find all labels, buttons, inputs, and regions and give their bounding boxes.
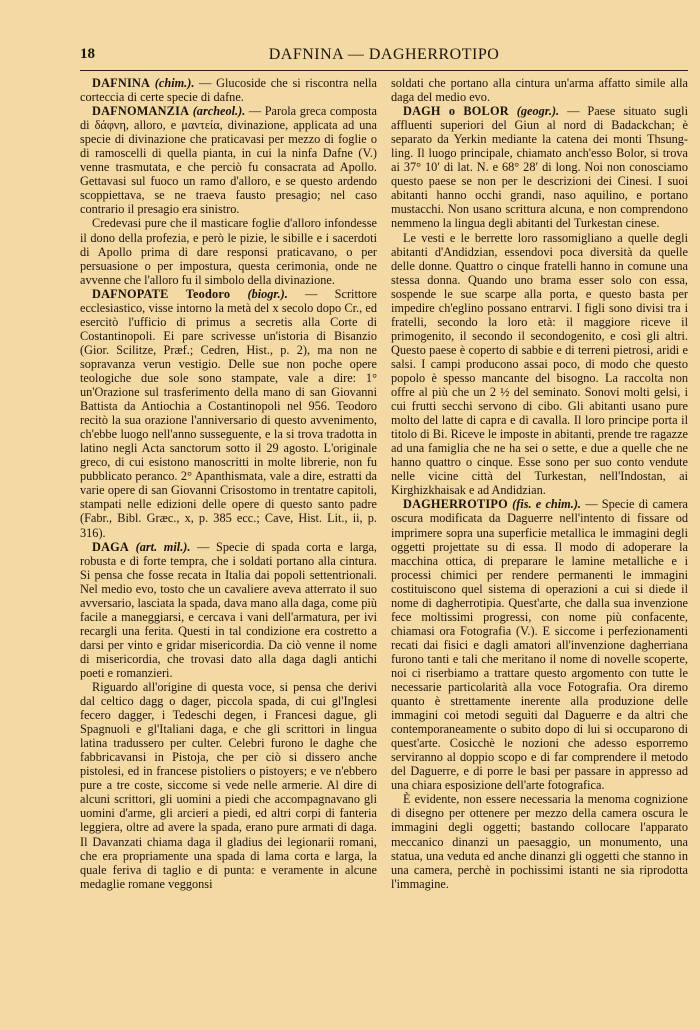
entry-headword: DAFNINA <box>92 76 151 90</box>
two-column-body <box>80 76 688 891</box>
continued-text: soldati che portano alla cintura un'arma affatto simile alla daga del medio evo. <box>391 76 688 105</box>
dictionary-entry <box>391 104 688 230</box>
entry-category: (fis. e chim.). <box>507 497 581 512</box>
entry-category: (chim.). <box>150 76 195 90</box>
dictionary-entry <box>80 287 377 540</box>
paragraph: Credevasi pure che il masticare foglie d'alloro infondesse il dono della profezia, e però le pizie, le sibille e i sacerdoti di Apollo prima di dare responsi praticavano, o per persuasione o per impostura, questa cerimonia, onde ne avvenne che l'alloro fu il simbolo della divinazione. <box>80 216 377 287</box>
entry-headword: DAGH o BOLOR <box>403 104 509 119</box>
entry-text: — Scrittore ecclesiastico, visse intorno la metà del x secolo dopo Cr., ed esercitò l'ufficio di primus a secretis alla Corte di Costantinopoli. Ei pare scrivesse un'istoria di Bisanzio (Gior. Scilitze, Præf.; Cedren, Hist., p. 2), ma non ne sopravanza verun vestigio. Delle sue non poche opere teologiche due sole sono stampate, vale a dire: 1° un'Orazione sul trasferimento della mano di san Giovanni Battista da Antiochia a Costantinopoli nel 956. Teodoro recitò la sua orazione l'anniversario di questo avvenimento, ch'ebbe luogo nell'anno susseguente, e la si trova tradotta in latino negli Acta sanctorum sotto il 29 agosto. L'originale greco, di cui esistono manoscritti in molte librerie, non fu pubblicato peranco. 2° Apanthismata, vale a dire, estratti da varie opere di san Giovanni Crisostomo in trentatre capitoli, stampati nelle edizioni delle opere di questo santo padre (Fabr., Bibl. Græc., x, p. 385 ecc.; Cave, Hist. Lit., ii, p. 316). <box>80 286 377 540</box>
running-head: DAFNINA — DAGHERROTIPO <box>268 46 500 63</box>
entry-category: (geogr.). <box>508 104 560 119</box>
entry-text: — Specie di camera oscura modificata da Daguerre nell'intento di fissare od imprimere sopra una superficie metallica le immagini degli oggetti projettate su di essa. Il modo di adoperare la macchina ottica, di preparare le lamine metalliche e i processi chimici per rendere permanenti le immagini costituiscono quel sistema di operazioni a cui si diede il nome di dagherrotipia. Quest'arte, che dalla sua invenzione fece moltissimi progressi, con nome più confacente, chiamasi ora Fotografia (V.). E siccome i perfezionamenti recati dai fisici e dagli amatori all'invenzione dagherriana furono tanti e tali che meritano il nome di novelle scoperte, noi ci riserbiamo a trattare questo argomento con tutte le necessarie particolarità alla voce Fotografia. Ora diremo quanto è strettamente inerente alla produzione delle immagini coi metodi seguìti dal Daguerre e da altri che contemporaneamente o subito dopo di lui si occuparono di quest'arte. Cosicchè le nozioni che adesso esporremo serviranno al doppio scopo e di far comprendere il metodo del Daguerre, e di porre le basi per passare in appresso ad una chiara esposizione dell'arte fotografica. <box>391 497 688 793</box>
left-column <box>80 76 377 891</box>
paragraph: Riguardo all'origine di questa voce, si pensa che derivi dal celtico dagg o dager, piccola spada, di cui gl'Inglesi fecero dagger, i Tedeschi degen, i Francesi dague, gli Spagnuoli e gl'Italiani daga, e che gli scrittori in lingua latina tradussero per culter. Celebri furono le daghe che fabbricavansi in Pistoja, che per ciò si dissero anche pistolesi, ed in francese pistoliers o pistoyers; e ve n'ebbero pure a tre coste, siccome si vede nelle armerie. Al dire di alcuni scrittori, gli uomini a piedi che accompagnavano gli uomini d'arme, gli arcieri a piedi, ed altri corpi di fanteria leggiera, oltre ad avere la spada, erano pure armati di daga. Il Davanzati chiama daga il gladius dei legionarii romani, che era propriamente una spada di lama corta e larga, la quale feriva di taglio e di punta: e veramente in alcune medaglie romane veggonsi <box>80 680 377 891</box>
page-header <box>80 46 688 68</box>
entry-text: — Glucoside che si riscontra nella corteccia di certe specie di dafne. <box>80 76 377 105</box>
paragraph: Le vesti e le berrette loro rassomigliano a quelle degli abitanti d'Andidzian, essendovi poca diversità da quelle delle donne. Quattro o cinque fratelli hanno in comune una stessa donna. Quando uno brama esser solo con essa, sospende le sue scarpe alla porta, e questo basta per impedire ch'eglino possano entrarvi. I figli sono divisi tra i fratelli, secondo la loro età: il maggiore riceve il primogenito, il secondo il secondogenito, e così gli altri. Questo paese è coperto di sabbie e di terreni pietrosi, aridi e salsi. I campi producono assai poco, di modo che questo popolo è spesso mancante del bisogno. La raccolta non offre al più che un 2 ½ del seminato. Sonovi molti gelsi, i cui frutti secchi servono di cibo. Gli abitanti usano pure molto del latte di capra e di cavalla. Il loro principe porta il titolo di Bi. Riceve le imposte in abitanti, prende tre ragazze ad una famiglia che ne ha sei o sette, e due a quelle che ne hanno quattro o cinque. Esse sono per suo conto vendute nelle vicine città del Turkestan, nell'Indostan, ai Kirghizkhaisak e ad Andidzian. <box>391 230 688 498</box>
entry-category: (art. mil.). <box>129 539 191 554</box>
entry-category: (archeol.). <box>189 104 246 119</box>
dictionary-entry <box>80 76 377 104</box>
entry-headword: DAFNOMANZIA <box>92 104 190 119</box>
dictionary-entry <box>391 497 688 792</box>
right-column <box>391 76 688 891</box>
dictionary-entry <box>80 104 377 216</box>
paragraph: È evidente, non essere necessaria la menoma cognizione di disegno per ottenere per mezzo della camera oscura le immagini degli oggetti; bastando collocare l'apparato meccanico dinanzi un paesaggio, un monumento, una statua, una veduta ed anche dinanzi gli oggetti che stanno in una camera, perchè in pochissimi istanti ne sia riprodotta l'immagine. <box>391 792 688 891</box>
entry-headword: DAGHERROTIPO <box>403 497 508 512</box>
entry-headword: DAFNOPATE Teodoro <box>92 286 231 301</box>
entry-text: — Parola greca composta di δάφνη, alloro, e μαντεία, divinazione, applicata ad una specie di divinazione che praticavasi per mezzo di foglie o di ramoscelli di quella pianta, in cui la ninfa Dafne (V.) venne trasmutata, e che perciò fu consacrata ad Apollo. Gettavasi sul fuoco un ramo d'alloro, e se questo ardendo scoppiettava, se ne traeva fausto presagio; nel caso contrario il presagio era sinistro. <box>80 104 377 217</box>
dictionary-entry <box>80 540 377 680</box>
entry-text: — Specie di spada corta e larga, robusta e di forte tempra, che i soldati portano alla cintura. Si pensa che fosse recata in Italia dai popoli settentrionali. Nel medio evo, tosto che un cavaliere aveva atterrato il suo avversario, lasciata la spada, dava mano alla daga, come più facile a maneggiarsi, e cercava i vani dell'armatura, per ivi recargli una ferita. Questi in tal condizione era costretto a darsi per vinto e gridar misericordia. Da ciò venne il nome di misericordia, che trovasi dato alla daga dagli antichi poeti e romanzieri. <box>80 539 377 680</box>
entry-headword: DAGA <box>92 539 130 554</box>
entry-text: — Paese situato sugli affluenti superiori del Giun al nord di Badackchan; è separato da Yerkin mediante la catena dei monti Thsung-ling. Il luogo principale, chiamato anch'esso Bolor, si trova ai 37° 10′ di lat. N. e 68° 28′ di long. Noi non conosciamo questo paese se non per le descrizioni dei Cinesi. I suoi abitanti hanno occhi grandi, naso aquilino, e portano mustacchi. Non usano scrittura alcuna, e non comprendono nemmeno la lingua degli abitanti del Turkestan cinese. <box>391 104 688 231</box>
page-number: 18 <box>80 46 95 62</box>
entry-category: (biogr.). <box>230 286 288 301</box>
header-rule <box>80 70 688 71</box>
